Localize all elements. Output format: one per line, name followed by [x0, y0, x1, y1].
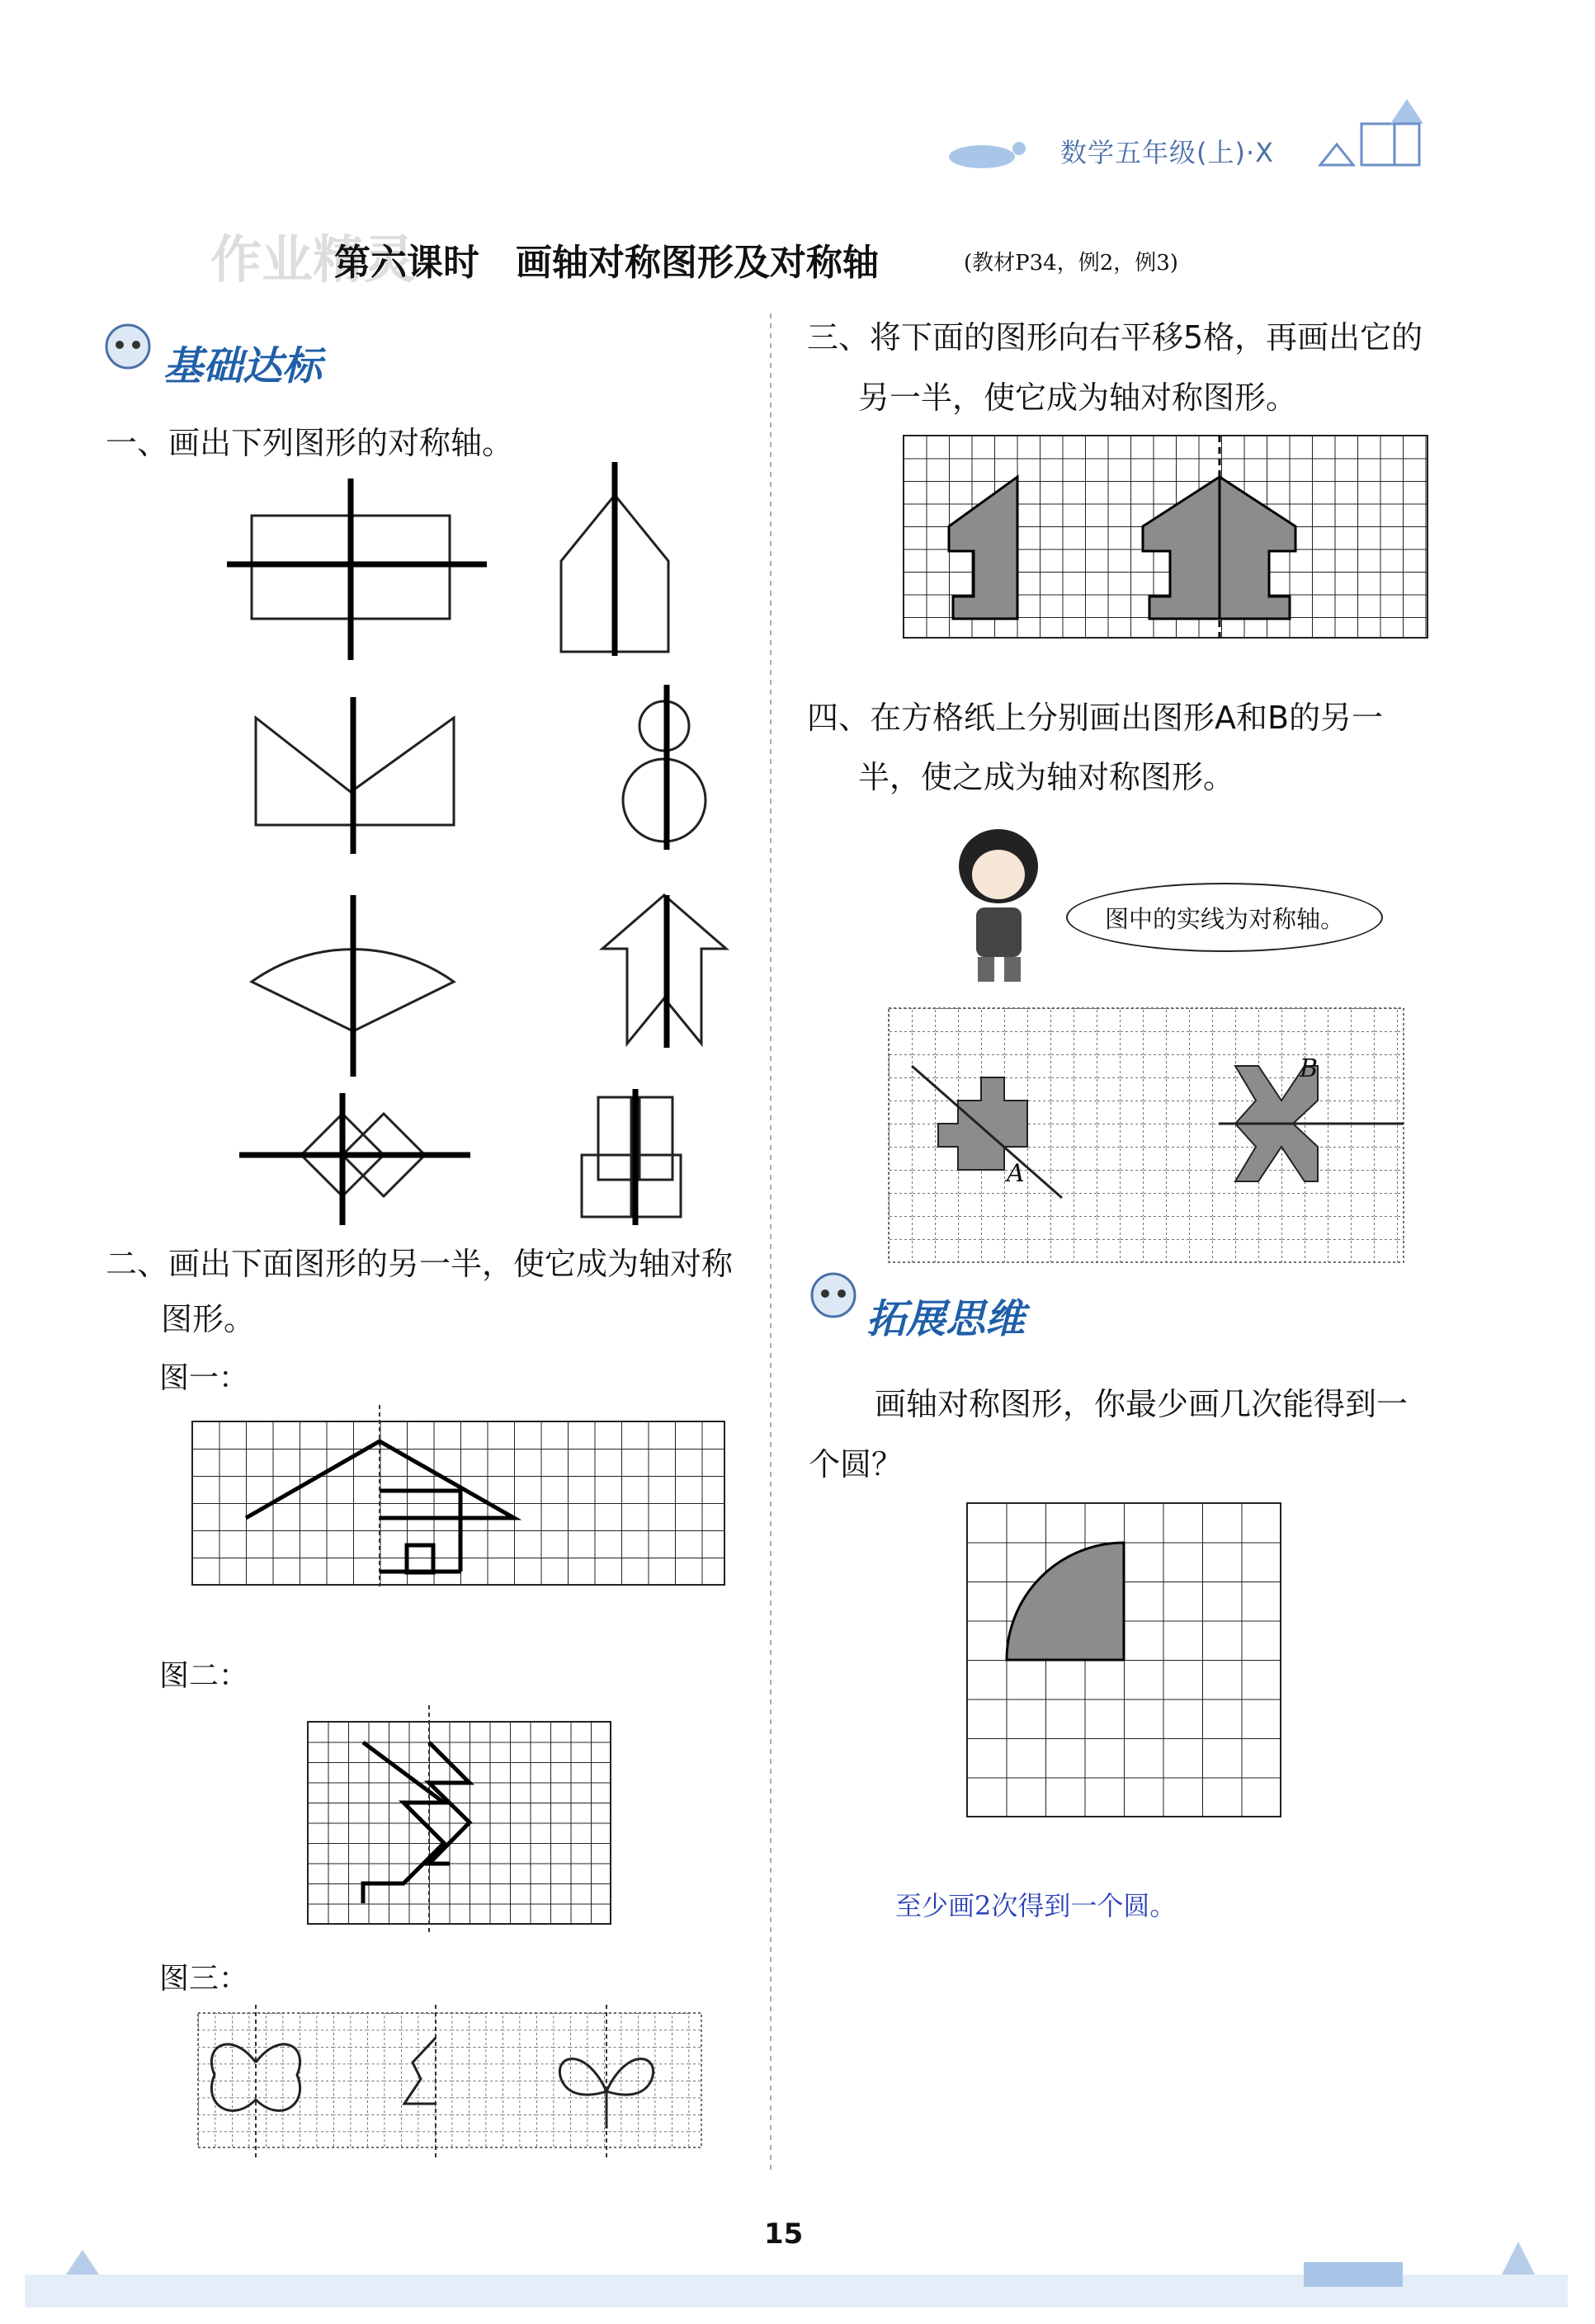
header-decoration	[949, 132, 1031, 181]
figure-q4-grid	[889, 1008, 1409, 1264]
q1-figures	[165, 454, 792, 1262]
figure-2-grid	[308, 1722, 613, 1924]
label-a: A	[1007, 1159, 1025, 1188]
figure-1-label: 图一：	[159, 1361, 249, 1395]
question-2-line1: 二、画出下面图形的另一半，使它成为轴对称	[106, 1246, 734, 1282]
figure-q3-grid	[904, 436, 1432, 642]
girl-illustration	[945, 825, 1052, 990]
question-2-line2: 图形。	[161, 1301, 256, 1337]
extension-question-line1: 画轴对称图形，你最少画几次能得到一	[875, 1386, 1409, 1422]
speech-bubble: 图中的实线为对称轴。	[1066, 883, 1383, 952]
page-number: 15	[764, 2218, 804, 2251]
lesson-title: 第六课时 画轴对称图形及对称轴	[334, 242, 879, 284]
extension-question-line2: 个圆？	[809, 1446, 904, 1483]
figure-3-grid	[198, 2013, 705, 2149]
label-b: B	[1300, 1054, 1319, 1083]
watermark-top: 作业精灵	[210, 229, 416, 290]
section-extension: 拓展思维	[866, 1296, 1026, 1342]
figure-1-grid	[192, 1421, 729, 1586]
question-3-line2: 另一半，使它成为轴对称图形。	[858, 379, 1298, 416]
footer-decoration	[0, 2242, 1595, 2324]
figure-2-label: 图二：	[159, 1659, 249, 1693]
figure-ext-grid	[967, 1503, 1285, 1821]
question-4-line2: 半，使之成为轴对称图形。	[858, 759, 1235, 795]
lesson-reference: (教材P34，例2，例3)	[964, 251, 1178, 276]
panda-icon	[99, 322, 157, 388]
question-4-line1: 四、在方格纸上分别画出图形A和B的另一	[807, 700, 1384, 736]
section-basic: 基础达标	[163, 343, 323, 389]
figure-3-label: 图三：	[159, 1962, 249, 1996]
panda-icon-2	[805, 1270, 862, 1336]
question-1: 一、画出下列图形的对称轴。	[106, 425, 514, 461]
answer-text: 至少画2次得到一个圆。	[895, 1890, 1177, 1921]
question-3-line1: 三、将下面的图形向右平移5格，再画出它的	[807, 319, 1423, 356]
house-icon	[1312, 99, 1444, 173]
header-title: 数学五年级(上)·X	[1060, 137, 1275, 168]
